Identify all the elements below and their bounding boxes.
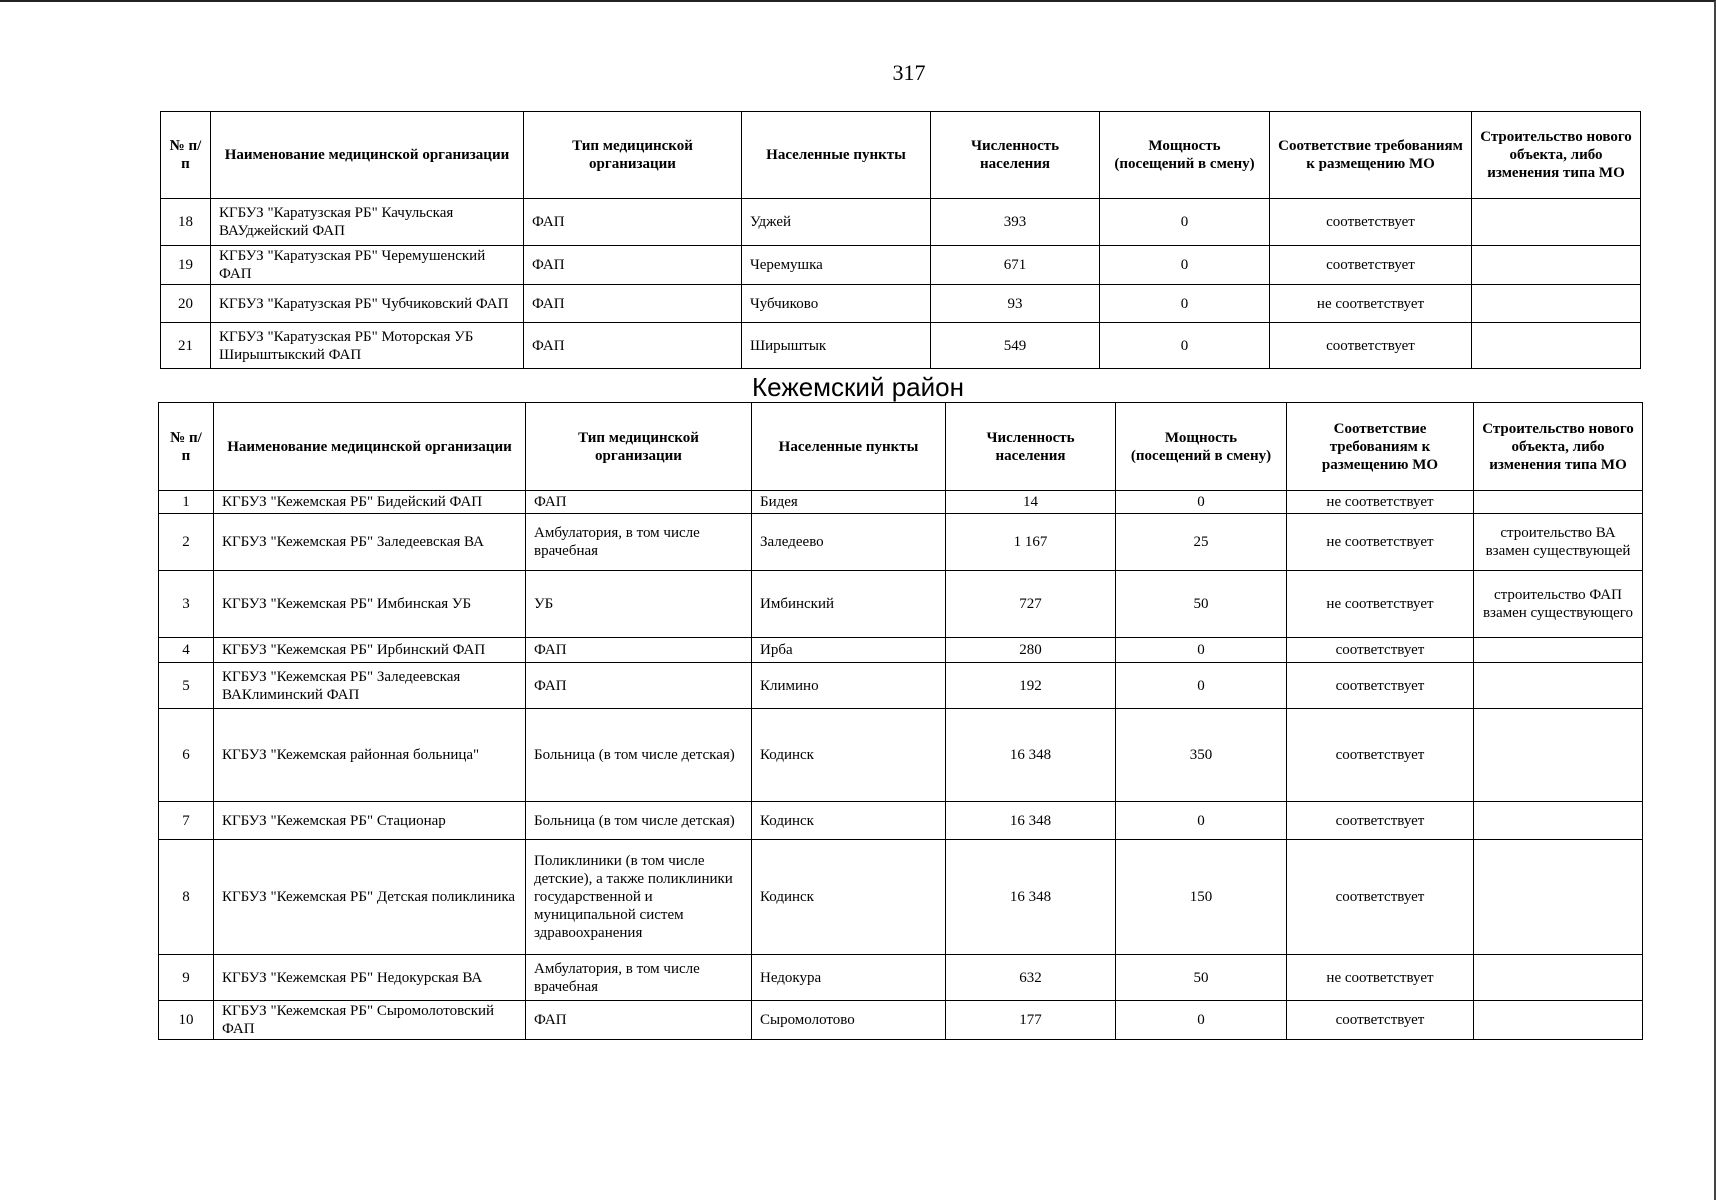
- header-type: Тип медицинской организации: [526, 403, 752, 491]
- cell-type: ФАП: [524, 246, 742, 285]
- cell-compliance: соответствует: [1270, 199, 1472, 246]
- header-capacity: Мощность (посещений в смену): [1116, 403, 1287, 491]
- cell-settlement: Уджей: [742, 199, 931, 246]
- table-header-row: [159, 403, 1643, 491]
- header-compliance: Соответствие требованиям к размещению МО: [1270, 112, 1472, 199]
- cell-construction: [1472, 246, 1641, 285]
- cell-construction: [1474, 840, 1643, 955]
- cell-construction: [1474, 955, 1643, 1001]
- cell-capacity: 0: [1100, 199, 1270, 246]
- cell-capacity: 0: [1116, 1001, 1287, 1040]
- cell-compliance: не соответствует: [1270, 285, 1472, 323]
- header-capacity: Мощность (посещений в смену): [1100, 112, 1270, 199]
- cell-construction: [1474, 491, 1643, 514]
- cell-num: 9: [159, 955, 214, 1001]
- header-population: Численность населения: [946, 403, 1116, 491]
- cell-capacity: 350: [1116, 709, 1287, 802]
- cell-type: ФАП: [526, 663, 752, 709]
- cell-type: Больница (в том числе детская): [526, 709, 752, 802]
- cell-name: КГБУЗ "Каратузская РБ" Чубчиковский ФАП: [211, 285, 524, 323]
- header-num: № п/п: [161, 112, 211, 199]
- cell-population: 727: [946, 571, 1116, 638]
- cell-construction: [1472, 285, 1641, 323]
- cell-compliance: не соответствует: [1287, 514, 1474, 571]
- cell-construction: [1474, 802, 1643, 840]
- cell-compliance: соответствует: [1287, 1001, 1474, 1040]
- table-row: [159, 1001, 1643, 1040]
- cell-compliance: соответствует: [1287, 840, 1474, 955]
- cell-type: ФАП: [526, 491, 752, 514]
- cell-num: 10: [159, 1001, 214, 1040]
- cell-capacity: 150: [1116, 840, 1287, 955]
- cell-population: 16 348: [946, 802, 1116, 840]
- cell-construction: [1474, 1001, 1643, 1040]
- cell-compliance: соответствует: [1270, 323, 1472, 369]
- table-row: [159, 491, 1643, 514]
- header-compliance: Соответствие требованиям к размещению МО: [1287, 403, 1474, 491]
- cell-num: 19: [161, 246, 211, 285]
- cell-num: 5: [159, 663, 214, 709]
- cell-name: КГБУЗ "Каратузская РБ" Качульская ВАУджейский ФАП: [211, 199, 524, 246]
- cell-population: 14: [946, 491, 1116, 514]
- table-row: [161, 246, 1641, 285]
- cell-settlement: Сыромолотово: [752, 1001, 946, 1040]
- cell-type: Поликлиники (в том числе детские), а также поликлиники государственной и муниципальной систем здравоохранения: [526, 840, 752, 955]
- section-title: Кежемский район: [752, 372, 964, 402]
- cell-name: КГБУЗ "Кежемская РБ" Стационар: [214, 802, 526, 840]
- header-construction: Строительство нового объекта, либо изменения типа МО: [1474, 403, 1643, 491]
- table-row: [159, 514, 1643, 571]
- cell-type: ФАП: [524, 323, 742, 369]
- cell-capacity: 0: [1100, 323, 1270, 369]
- header-settlements: Населенные пункты: [752, 403, 946, 491]
- table-row: [159, 709, 1643, 802]
- header-num: № п/п: [159, 403, 214, 491]
- cell-capacity: 0: [1116, 638, 1287, 663]
- cell-settlement: Ирба: [752, 638, 946, 663]
- cell-population: 632: [946, 955, 1116, 1001]
- cell-settlement: Кодинск: [752, 709, 946, 802]
- cell-compliance: не соответствует: [1287, 571, 1474, 638]
- cell-name: КГБУЗ "Кежемская РБ" Заледеевская ВА: [214, 514, 526, 571]
- cell-num: 20: [161, 285, 211, 323]
- cell-capacity: 50: [1116, 571, 1287, 638]
- cell-num: 3: [159, 571, 214, 638]
- cell-name: КГБУЗ "Кежемская РБ" Сыромолотовский ФАП: [214, 1001, 526, 1040]
- cell-construction: [1474, 663, 1643, 709]
- header-name: Наименование медицинской организации: [214, 403, 526, 491]
- cell-capacity: 25: [1116, 514, 1287, 571]
- cell-name: КГБУЗ "Кежемская РБ" Бидейский ФАП: [214, 491, 526, 514]
- header-construction: Строительство нового объекта, либо изменения типа МО: [1472, 112, 1641, 199]
- cell-settlement: Чубчиково: [742, 285, 931, 323]
- cell-compliance: не соответствует: [1287, 491, 1474, 514]
- cell-num: 18: [161, 199, 211, 246]
- cell-type: УБ: [526, 571, 752, 638]
- cell-settlement: Черемушка: [742, 246, 931, 285]
- cell-capacity: 0: [1100, 285, 1270, 323]
- cell-settlement: Кодинск: [752, 840, 946, 955]
- cell-capacity: 0: [1116, 491, 1287, 514]
- cell-num: 7: [159, 802, 214, 840]
- cell-settlement: Бидея: [752, 491, 946, 514]
- table-row: [159, 955, 1643, 1001]
- cell-num: 2: [159, 514, 214, 571]
- cell-num: 21: [161, 323, 211, 369]
- cell-num: 1: [159, 491, 214, 514]
- cell-construction: [1474, 709, 1643, 802]
- cell-capacity: 0: [1100, 246, 1270, 285]
- cell-name: КГБУЗ "Кежемская РБ" Имбинская УБ: [214, 571, 526, 638]
- table-row: [161, 285, 1641, 323]
- cell-settlement: Заледеево: [752, 514, 946, 571]
- cell-settlement: Климино: [752, 663, 946, 709]
- cell-name: КГБУЗ "Кежемская районная больница": [214, 709, 526, 802]
- cell-type: ФАП: [526, 638, 752, 663]
- table-row: [159, 571, 1643, 638]
- table-row: [161, 199, 1641, 246]
- table-row: [159, 840, 1643, 955]
- cell-settlement: Кодинск: [752, 802, 946, 840]
- cell-type: Амбулатория, в том числе врачебная: [526, 955, 752, 1001]
- header-population: Численность населения: [931, 112, 1100, 199]
- cell-num: 6: [159, 709, 214, 802]
- cell-compliance: соответствует: [1287, 638, 1474, 663]
- cell-name: КГБУЗ "Кежемская РБ" Заледеевская ВАКлиминский ФАП: [214, 663, 526, 709]
- cell-settlement: Имбинский: [752, 571, 946, 638]
- cell-capacity: 50: [1116, 955, 1287, 1001]
- cell-population: 177: [946, 1001, 1116, 1040]
- cell-name: КГБУЗ "Кежемская РБ" Ирбинский ФАП: [214, 638, 526, 663]
- cell-type: Больница (в том числе детская): [526, 802, 752, 840]
- page-number: 317: [892, 60, 926, 85]
- cell-compliance: соответствует: [1287, 663, 1474, 709]
- table-header-row: [161, 112, 1641, 199]
- cell-construction: строительство ФАП взамен существующего: [1474, 571, 1643, 638]
- cell-name: КГБУЗ "Каратузская РБ" Моторская УБ Ширыштыкский ФАП: [211, 323, 524, 369]
- cell-construction: [1472, 199, 1641, 246]
- cell-construction: [1472, 323, 1641, 369]
- cell-num: 8: [159, 840, 214, 955]
- cell-num: 4: [159, 638, 214, 663]
- cell-population: 16 348: [946, 840, 1116, 955]
- cell-construction: строительство ВА взамен существующей: [1474, 514, 1643, 571]
- cell-type: ФАП: [526, 1001, 752, 1040]
- cell-construction: [1474, 638, 1643, 663]
- cell-settlement: Недокура: [752, 955, 946, 1001]
- cell-compliance: не соответствует: [1287, 955, 1474, 1001]
- table-row: [159, 802, 1643, 840]
- cell-compliance: соответствует: [1287, 709, 1474, 802]
- cell-population: 549: [931, 323, 1100, 369]
- cell-population: 671: [931, 246, 1100, 285]
- cell-type: ФАП: [524, 199, 742, 246]
- table-row: [159, 663, 1643, 709]
- cell-name: КГБУЗ "Каратузская РБ" Черемушенский ФАП: [211, 246, 524, 285]
- cell-type: ФАП: [524, 285, 742, 323]
- header-name: Наименование медицинской организации: [211, 112, 524, 199]
- table-row: [159, 638, 1643, 663]
- cell-population: 280: [946, 638, 1116, 663]
- cell-population: 1 167: [946, 514, 1116, 571]
- cell-population: 393: [931, 199, 1100, 246]
- cell-population: 93: [931, 285, 1100, 323]
- cell-settlement: Ширыштык: [742, 323, 931, 369]
- cell-name: КГБУЗ "Кежемская РБ" Детская поликлиника: [214, 840, 526, 955]
- cell-name: КГБУЗ "Кежемская РБ" Недокурская ВА: [214, 955, 526, 1001]
- kezhma-table: [158, 402, 1643, 1040]
- cell-type: Амбулатория, в том числе врачебная: [526, 514, 752, 571]
- karatuz-table: [160, 111, 1641, 369]
- cell-population: 16 348: [946, 709, 1116, 802]
- header-type: Тип медицинской организации: [524, 112, 742, 199]
- cell-capacity: 0: [1116, 802, 1287, 840]
- cell-compliance: соответствует: [1270, 246, 1472, 285]
- table-row: [161, 323, 1641, 369]
- cell-capacity: 0: [1116, 663, 1287, 709]
- header-settlements: Населенные пункты: [742, 112, 931, 199]
- cell-compliance: соответствует: [1287, 802, 1474, 840]
- cell-population: 192: [946, 663, 1116, 709]
